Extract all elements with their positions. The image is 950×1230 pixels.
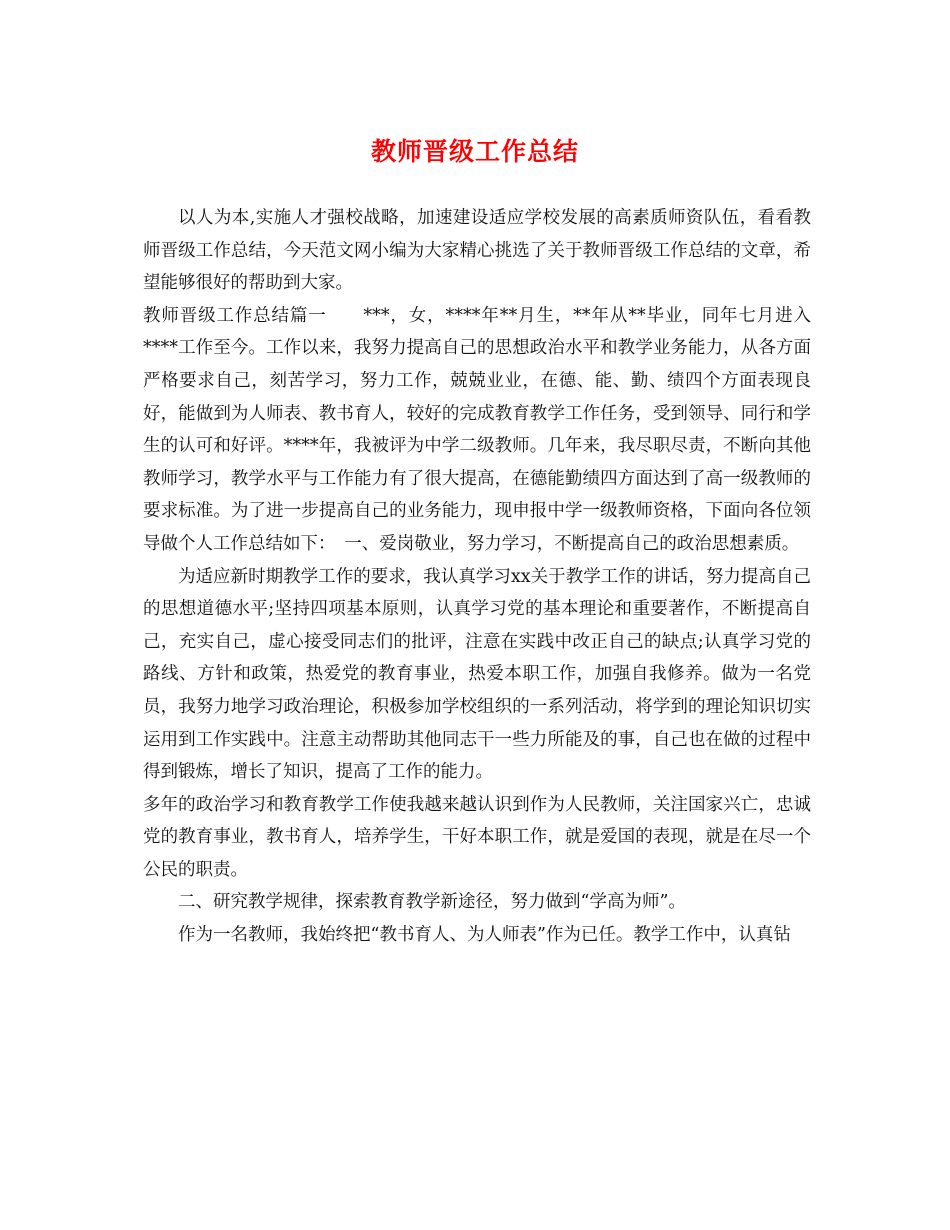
paragraph-intro: 以人为本,实施人才强校战略，加速建设适应学校发展的高素质师资队伍，看看教师晋级工作总结，今天范文网小编为大家精心挑选了关于教师晋级工作总结的文章，希望能够很好的帮助到大家。 xyxy=(143,208,811,294)
paragraph-political-study: 为适应新时期教学工作的要求，我认真学习xx关于教学工作的讲话，努力提高自己的思想道德水平;坚持四项基本原则，认真学习党的基本理论和重要著作，不断提高自己，充实自己，虚心接受同志们的批评，注意在实践中改正自己的缺点;认真学习党的路线、方针和政策，热爱党的教育事业，热爱本职工作，加强自我修养。做为一名党员，我努力地学习政治理论，积极参加学校组织的一系列活动，将学到的理论知识切实运用到工作实践中。注意主动帮助其他同志干一些力所能及的事，自己也在做的过程中得到锻炼，增长了知识，提高了工作的能力。 xyxy=(143,566,811,783)
paragraph-teacher-duty: 作为一名教师，我始终把“教书育人、为人师表”作为已任。教学工作中，认真钻 xyxy=(178,925,791,946)
document-title: 教师晋级工作总结 xyxy=(370,137,579,166)
paragraph-patriotism: 多年的政治学习和教育教学工作使我越来越认识到作为人民教师，关注国家兴亡，忠诚党的教育事业，教书育人，培养学生，干好本职工作，就是爱国的表现，就是在尽一个公民的职责。 xyxy=(143,794,811,880)
paragraph-section-two-heading: 二、研究教学规律，探索教育教学新途径，努力做到“学高为师”。 xyxy=(178,892,686,913)
document-body xyxy=(143,202,811,952)
paragraph-part-one: 教师晋级工作总结篇一 ***，女，****年**月生，**年从**毕业，同年七月进入****工作至今。工作以来，我努力提高自己的思想政治水平和教学业务能力，从各方面严格要求自己，刻苦学习，努力工作，兢兢业业，在德、能、勤、绩四个方面表现良好，能做到为人师表、教书育人，较好的完成教育教学工作任务，受到领导、同行和学生的认可和好评。****年，我被评为中学二级教师。几年来，我尽职尽责，不断向其他教师学习，教学水平与工作能力有了很大提高，在德能勤绩四方面达到了高一级教师的要求标准。为了进一步提高自己的业务能力，现申报中学一级教师资格，下面向各位领导做个人工作总结如下： 一、爱岗敬业，努力学习，不断提高自己的政治思想素质。 xyxy=(143,305,811,554)
